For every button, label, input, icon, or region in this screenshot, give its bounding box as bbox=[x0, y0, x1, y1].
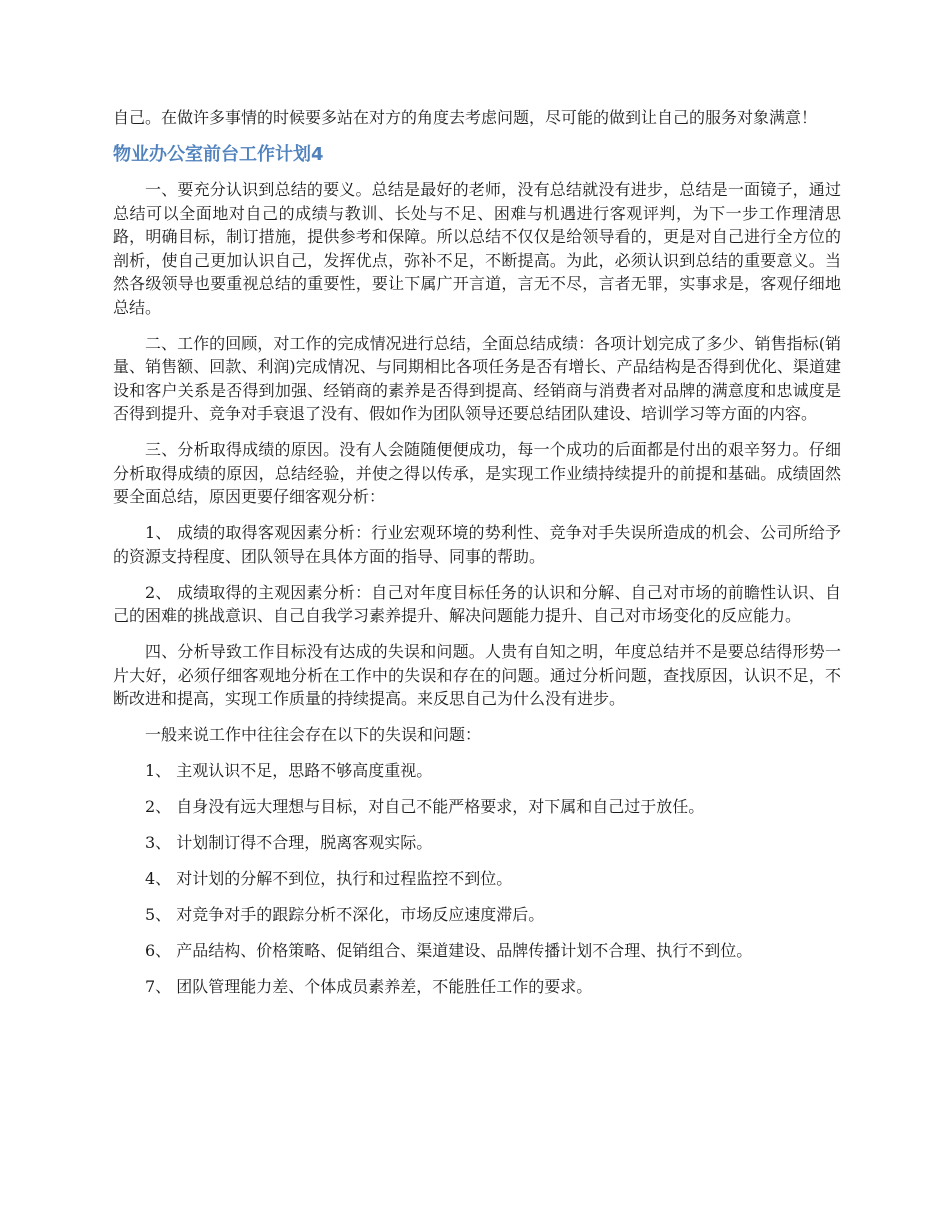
list-item: 2、 成绩取得的主观因素分析：自己对年度目标任务的认识和分解、自己对市场的前瞻性认识、自己的困难的挑战意识、自己自我学习素养提升、解决问题能力提升、自己对市场变化的反应能力。 bbox=[113, 582, 841, 625]
body-paragraph: 三、分析取得成绩的原因。没有人会随随便便成功，每一个成功的后面都是付出的艰辛努力。仔细分析取得成绩的原因，总结经验，并使之得以传承，是实现工作业绩持续提升的前提和基础。成绩固然要全面总结，原因更要仔细客观分析： bbox=[113, 440, 841, 506]
intro-paragraph: 自己。在做许多事情的时候要多站在对方的角度去考虑问题，尽可能的做到让自己的服务对象满意！ bbox=[113, 108, 818, 127]
list-item: 2、 自身没有远大理想与目标，对自己不能严格要求，对下属和自己过于放任。 bbox=[145, 797, 705, 816]
body-paragraph: 二、工作的回顾，对工作的完成情况进行总结，全面总结成绩：各项计划完成了多少、销售指标(销量、销售额、回款、利润)完成情况、与同期相比各项任务是否有增长、产品结构是否得到优化、渠道建设和客户关系是否得到加强、经销商的素养是否得到提高、经销商与消费者对品牌的满意度和忠诚度是否得到提升、竞争对手衰退了没有、假如作为团队领导还要总结团队建设、培训学习等方面的内容。 bbox=[113, 333, 841, 423]
body-paragraph: 四、分析导致工作目标没有达成的失误和问题。人贵有自知之明，年度总结并不是要总结得形势一片大好，必须仔细客观地分析在工作中的失误和存在的问题。通过分析问题，查找原因，认识不足，不断改进和提高，实现工作质量的持续提高。来反思自己为什么没有进步。 bbox=[113, 642, 841, 708]
list-item: 5、 对竞争对手的跟踪分析不深化，市场反应速度滞后。 bbox=[145, 905, 545, 924]
list-item: 3、 计划制订得不合理，脱离客观实际。 bbox=[145, 833, 433, 852]
list-item: 1、 主观认识不足，思路不够高度重视。 bbox=[145, 761, 433, 780]
section-heading: 物业办公室前台工作计划4 bbox=[113, 144, 324, 165]
list-item: 1、 成绩的取得客观因素分析：行业宏观环境的势利性、竞争对手失误所造成的机会、公司所给予的资源支持程度、团队领导在具体方面的指导、同事的帮助。 bbox=[113, 523, 841, 566]
body-paragraph: 一、要充分认识到总结的要义。总结是最好的老师，没有总结就没有进步，总结是一面镜子，通过总结可以全面地对自己的成绩与教训、长处与不足、困难与机遇进行客观评判，为下一步工作理清思路，明确目标，制订措施，提供参考和保障。所以总结不仅仅是给领导看的，更是对自己进行全方位的剖析，使自己更加认识自己，发挥优点，弥补不足，不断提高。为此，必须认识到总结的重要意义。当然各级领导也要重视总结的重要性，要让下属广开言道，言无不尽，言者无罪，实事求是，客观仔细地总结。 bbox=[113, 180, 841, 317]
body-paragraph: 一般来说工作中往往会存在以下的失误和问题： bbox=[145, 725, 482, 744]
list-item: 6、 产品结构、价格策略、促销组合、渠道建设、品牌传播计划不合理、执行不到位。 bbox=[145, 941, 753, 960]
list-item: 4、 对计划的分解不到位，执行和过程监控不到位。 bbox=[145, 869, 513, 888]
list-item: 7、 团队管理能力差、个体成员素养差，不能胜任工作的要求。 bbox=[145, 977, 593, 996]
document-page bbox=[113, 106, 841, 1011]
